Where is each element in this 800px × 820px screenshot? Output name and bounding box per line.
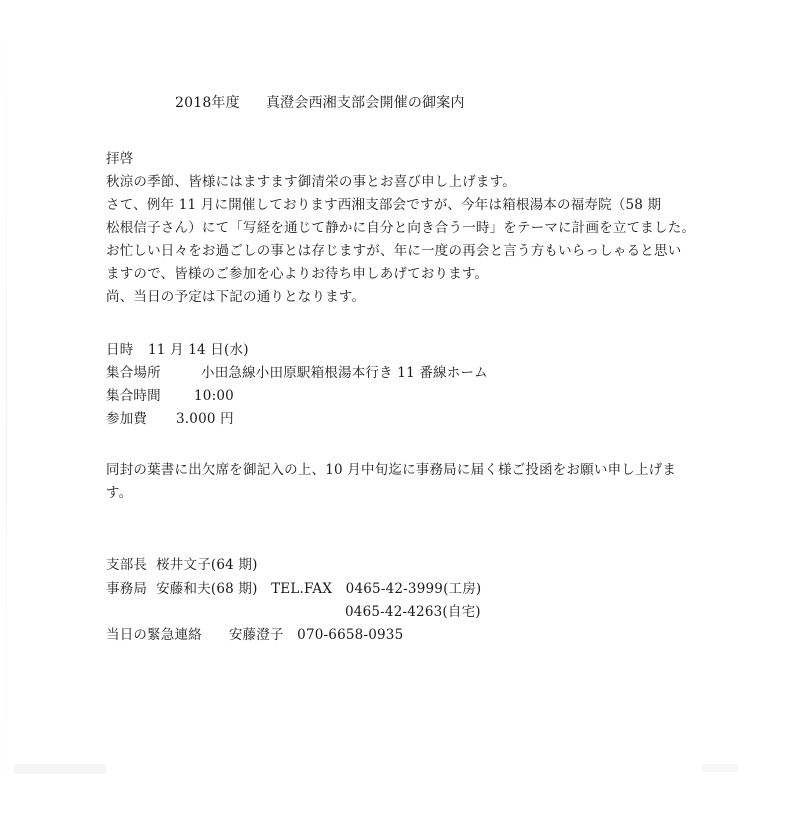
emergency-name: 安藤澄子 (228, 627, 284, 643)
detail-place (106, 364, 488, 382)
title-subject: 真澄会西湘支部会開催の御案内 (265, 95, 465, 111)
greeting: 拝啓 (106, 151, 134, 167)
office-name: 安藤和夫(68 期) (156, 581, 258, 597)
request-line: 同封の葉書に出欠席を御記入の上、10 月中旬迄に事務局に届く様ご投函をお願い申し上げま (106, 462, 677, 478)
title-year: 2018年度 (175, 95, 240, 111)
detail-time-value: 10:00 (194, 388, 234, 404)
scan-artifact (14, 764, 106, 774)
paragraph-line: さて、例年 11 月に開催しております西湘支部会ですが、今年は箱根湯本の福寿院（58 期 (106, 197, 662, 213)
branch-head-role: 支部長 (106, 557, 148, 573)
paragraph-line: 秋涼の季節、皆様にはますます御清栄の事とお喜び申し上げます。 (106, 174, 516, 190)
paragraph-line: ますので、皆様のご参加を心よりお待ち申しあげております。 (106, 266, 489, 282)
scan-artifact (702, 764, 738, 772)
office-tel1: 0465-42-3999(工房) (345, 581, 482, 597)
branch-head-name: 桜井文子(64 期) (156, 557, 258, 573)
contact-branch-head (106, 556, 258, 574)
detail-date-value: 11 月 14 日(水) (148, 342, 249, 358)
office-tel-label: TEL.FAX (271, 581, 333, 597)
detail-fee (106, 410, 234, 428)
emergency-phone: 070-6658-0935 (297, 627, 404, 643)
paragraph-line: 尚、当日の予定は下記の通りとなります。 (106, 289, 366, 305)
detail-fee-value: 3.000 円 (176, 411, 234, 427)
detail-date (106, 341, 249, 359)
detail-place-label: 集合場所 (106, 365, 161, 381)
paragraph-line: お忙しい日々をお過ごしの事とは存じますが、年に一度の再会と言う方もいらっしゃると思い (106, 243, 682, 259)
detail-time (106, 387, 234, 405)
scan-edge (6, 0, 7, 820)
emergency-label: 当日の緊急連絡 (106, 627, 202, 643)
detail-date-label: 日時 (106, 342, 134, 358)
office-tel2: 0465-42-4263(自宅) (345, 604, 481, 620)
office-role: 事務局 (106, 581, 148, 597)
detail-fee-label: 参加費 (106, 411, 148, 427)
request-line: す。 (106, 485, 133, 501)
document-title (175, 94, 465, 112)
detail-place-value: 小田急線小田原駅箱根湯本行き 11 番線ホーム (201, 365, 488, 381)
contact-office (106, 580, 481, 598)
contact-emergency (106, 626, 403, 644)
paragraph-line: 松根信子さん）にて「写経を通じて静かに自分と向き合う一時」をテーマに計画を立てました。 (106, 220, 696, 236)
detail-time-label: 集合時間 (106, 388, 161, 404)
